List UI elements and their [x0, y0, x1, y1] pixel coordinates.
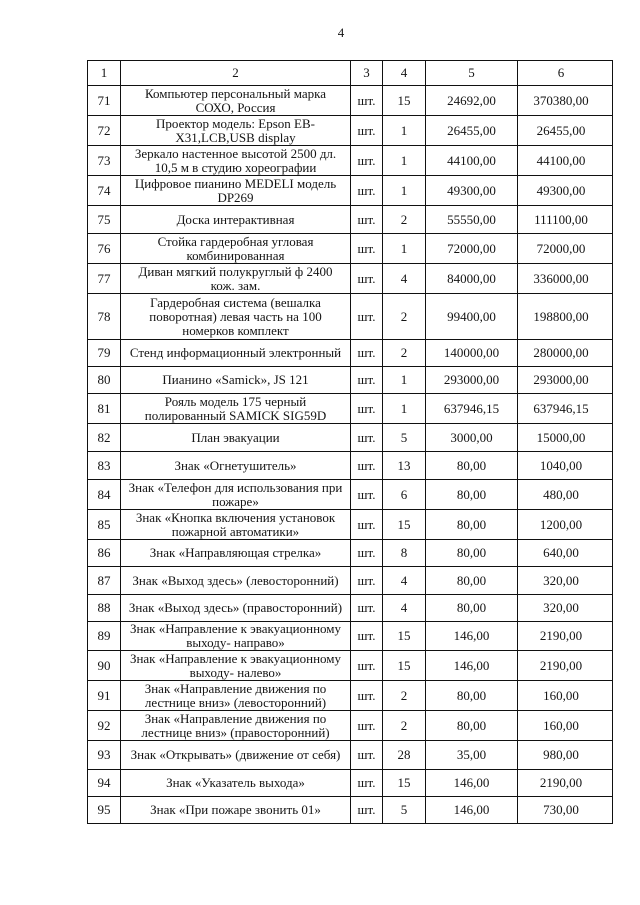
total-cell: 160,00: [518, 681, 613, 711]
total-cell: 72000,00: [518, 234, 613, 264]
unit-cell: шт.: [351, 394, 383, 424]
column-header-quantity: 4: [383, 61, 426, 86]
unit-cell: шт.: [351, 741, 383, 770]
items-table: [87, 60, 613, 824]
table-row: [88, 176, 613, 206]
unit-price-cell: 80,00: [426, 711, 518, 741]
item-description-cell: [121, 770, 351, 797]
quantity-cell: 1: [383, 394, 426, 424]
total-cell: 15000,00: [518, 424, 613, 452]
table-row: [88, 294, 613, 340]
item-description-line: Знак «Огнетушитель»: [174, 457, 297, 473]
row-number-cell: 74: [88, 176, 121, 206]
row-number-cell: 84: [88, 480, 121, 510]
unit-cell: шт.: [351, 206, 383, 234]
row-number-cell: 71: [88, 86, 121, 116]
table-row: [88, 234, 613, 264]
unit-price-cell: 49300,00: [426, 176, 518, 206]
item-description-cell: [121, 367, 351, 394]
unit-cell: шт.: [351, 567, 383, 595]
total-cell: 637946,15: [518, 394, 613, 424]
total-cell: 1040,00: [518, 452, 613, 480]
quantity-cell: 15: [383, 651, 426, 681]
table-row: [88, 206, 613, 234]
table-row: [88, 540, 613, 567]
item-description-line: выходу- налево»: [189, 664, 282, 680]
total-cell: 730,00: [518, 797, 613, 824]
item-description-cell: [121, 234, 351, 264]
item-description-cell: [121, 424, 351, 452]
unit-price-cell: 146,00: [426, 797, 518, 824]
total-cell: 280000,00: [518, 340, 613, 367]
table-row: [88, 681, 613, 711]
row-number-cell: 88: [88, 595, 121, 622]
unit-price-cell: 99400,00: [426, 294, 518, 340]
unit-price-cell: 293000,00: [426, 367, 518, 394]
unit-cell: шт.: [351, 452, 383, 480]
total-cell: 480,00: [518, 480, 613, 510]
item-description-cell: [121, 651, 351, 681]
unit-cell: шт.: [351, 234, 383, 264]
unit-cell: шт.: [351, 480, 383, 510]
total-cell: 640,00: [518, 540, 613, 567]
item-description-cell: [121, 741, 351, 770]
item-description-line: Знак «Направление движения по: [144, 710, 327, 726]
table-row: [88, 264, 613, 294]
item-description-line: Знак «Телефон для использования при: [128, 479, 343, 495]
unit-cell: шт.: [351, 540, 383, 567]
total-cell: 2190,00: [518, 651, 613, 681]
item-description-line: Знак «Направляющая стрелка»: [149, 545, 322, 560]
row-number-cell: 91: [88, 681, 121, 711]
item-description-cell: [121, 681, 351, 711]
unit-cell: шт.: [351, 510, 383, 540]
item-description-line: План эвакуации: [191, 429, 280, 445]
item-description-line: Цифровое пианино MEDELI модель: [134, 175, 337, 191]
quantity-cell: 2: [383, 681, 426, 711]
item-description-cell: [121, 622, 351, 651]
page-number: 4: [337, 25, 345, 40]
table-row: [88, 622, 613, 651]
unit-price-cell: 140000,00: [426, 340, 518, 367]
table-row: [88, 146, 613, 176]
item-description-line: Доска интерактивная: [176, 211, 295, 227]
quantity-cell: 2: [383, 294, 426, 340]
item-description-cell: [121, 86, 351, 116]
row-number-cell: 76: [88, 234, 121, 264]
row-number-cell: 83: [88, 452, 121, 480]
total-cell: 111100,00: [518, 206, 613, 234]
total-cell: 26455,00: [518, 116, 613, 146]
total-cell: 320,00: [518, 595, 613, 622]
quantity-cell: 4: [383, 567, 426, 595]
unit-cell: шт.: [351, 86, 383, 116]
row-number-cell: 89: [88, 622, 121, 651]
total-cell: 160,00: [518, 711, 613, 741]
row-number-cell: 87: [88, 567, 121, 595]
row-number-cell: 86: [88, 540, 121, 567]
table-row: [88, 567, 613, 595]
item-description-cell: [121, 567, 351, 595]
item-description-cell: [121, 206, 351, 234]
unit-price-cell: 3000,00: [426, 424, 518, 452]
unit-cell: шт.: [351, 367, 383, 394]
unit-price-cell: 35,00: [426, 741, 518, 770]
quantity-cell: 4: [383, 264, 426, 294]
item-description-cell: [121, 480, 351, 510]
total-cell: 336000,00: [518, 264, 613, 294]
item-description-line: Компьютер персональный марка: [144, 85, 327, 101]
table-row: [88, 394, 613, 424]
item-description-line: лестнице вниз» (правосторонний): [141, 724, 330, 740]
column-header-unit: 3: [351, 61, 383, 86]
quantity-cell: 28: [383, 741, 426, 770]
item-description-cell: [121, 797, 351, 824]
table-row: [88, 452, 613, 480]
unit-price-cell: 55550,00: [426, 206, 518, 234]
item-description-line: X31,LCB,USB display: [175, 129, 296, 145]
quantity-cell: 15: [383, 510, 426, 540]
total-cell: 293000,00: [518, 367, 613, 394]
unit-price-cell: 80,00: [426, 452, 518, 480]
unit-cell: шт.: [351, 711, 383, 741]
table-header-row: [88, 61, 613, 86]
quantity-cell: 15: [383, 770, 426, 797]
table-row: [88, 86, 613, 116]
total-cell: 44100,00: [518, 146, 613, 176]
quantity-cell: 15: [383, 86, 426, 116]
row-number-cell: 75: [88, 206, 121, 234]
item-description-cell: [121, 340, 351, 367]
item-description-line: пожарной автоматики»: [171, 523, 300, 539]
row-number-cell: 81: [88, 394, 121, 424]
row-number-cell: 90: [88, 651, 121, 681]
row-number-cell: 80: [88, 367, 121, 394]
table-row: [88, 651, 613, 681]
item-description-cell: [121, 540, 351, 567]
table-row: [88, 741, 613, 770]
row-number-cell: 94: [88, 770, 121, 797]
unit-price-cell: 80,00: [426, 510, 518, 540]
table-row: [88, 510, 613, 540]
quantity-cell: 6: [383, 480, 426, 510]
item-description-line: Гардеробная система (вешалка: [150, 294, 321, 310]
quantity-cell: 1: [383, 367, 426, 394]
unit-cell: шт.: [351, 264, 383, 294]
item-description-line: Знак «Кнопка включения установок: [135, 509, 336, 525]
quantity-cell: 13: [383, 452, 426, 480]
total-cell: 1200,00: [518, 510, 613, 540]
unit-cell: шт.: [351, 176, 383, 206]
unit-price-cell: 44100,00: [426, 146, 518, 176]
item-description-line: Стойка гардеробная угловая: [157, 233, 314, 249]
total-cell: 980,00: [518, 741, 613, 770]
unit-cell: шт.: [351, 681, 383, 711]
item-description-line: DP269: [217, 189, 254, 205]
quantity-cell: 5: [383, 797, 426, 824]
item-description-line: номерков комплект: [182, 322, 289, 338]
table-row: [88, 340, 613, 367]
unit-price-cell: 84000,00: [426, 264, 518, 294]
item-description-line: выходу- направо»: [186, 635, 285, 650]
table-row: [88, 367, 613, 394]
unit-price-cell: 80,00: [426, 567, 518, 595]
item-description-line: полированный SAMICK SIG59D: [144, 407, 327, 423]
item-description-cell: [121, 595, 351, 622]
total-cell: 320,00: [518, 567, 613, 595]
item-description-line: Знак «Выход здесь» (левосторонний): [132, 572, 339, 588]
unit-price-cell: 72000,00: [426, 234, 518, 264]
item-description-line: Зеркало настенное высотой 2500 дл.: [134, 145, 337, 161]
item-description-line: Пианино «Samick», JS 121: [162, 372, 309, 387]
item-description-line: Рояль модель 175 черный: [164, 393, 307, 409]
item-description-cell: [121, 176, 351, 206]
column-header-price: 5: [426, 61, 518, 86]
item-description-cell: [121, 510, 351, 540]
column-header-number: 1: [88, 61, 121, 86]
unit-cell: шт.: [351, 797, 383, 824]
unit-price-cell: 26455,00: [426, 116, 518, 146]
total-cell: 2190,00: [518, 770, 613, 797]
item-description-cell: [121, 711, 351, 741]
quantity-cell: 2: [383, 711, 426, 741]
item-description-cell: [121, 294, 351, 340]
column-header-description: 2: [121, 61, 351, 86]
quantity-cell: 1: [383, 176, 426, 206]
quantity-cell: 1: [383, 234, 426, 264]
table-body: [88, 86, 613, 824]
item-description-line: Знак «Открывать» (движение от себя): [130, 747, 341, 762]
item-description-cell: [121, 452, 351, 480]
item-description-line: поворотная) левая часть на 100: [149, 308, 322, 324]
item-description-line: пожаре»: [212, 493, 259, 509]
unit-cell: шт.: [351, 770, 383, 797]
total-cell: 49300,00: [518, 176, 613, 206]
unit-cell: шт.: [351, 146, 383, 176]
unit-price-cell: 637946,15: [426, 394, 518, 424]
unit-cell: шт.: [351, 595, 383, 622]
item-description-line: кож. зам.: [210, 277, 261, 293]
quantity-cell: 15: [383, 622, 426, 651]
unit-cell: шт.: [351, 622, 383, 651]
item-description-cell: [121, 264, 351, 294]
row-number-cell: 73: [88, 146, 121, 176]
unit-price-cell: 80,00: [426, 480, 518, 510]
table-row: [88, 797, 613, 824]
item-description-cell: [121, 146, 351, 176]
table-row: [88, 595, 613, 622]
unit-price-cell: 146,00: [426, 651, 518, 681]
table-row: [88, 711, 613, 741]
row-number-cell: 95: [88, 797, 121, 824]
unit-cell: шт.: [351, 424, 383, 452]
unit-cell: шт.: [351, 651, 383, 681]
unit-price-cell: 80,00: [426, 595, 518, 622]
total-cell: 370380,00: [518, 86, 613, 116]
item-description-line: комбинированная: [186, 247, 285, 263]
item-description-line: 10,5 м в студию хореографии: [154, 159, 317, 175]
item-description-line: Знак «Направление к эвакуационному: [129, 650, 342, 666]
table-row: [88, 480, 613, 510]
unit-cell: шт.: [351, 116, 383, 146]
item-description-line: СОХО, Россия: [195, 99, 276, 115]
quantity-cell: 2: [383, 340, 426, 367]
quantity-cell: 2: [383, 206, 426, 234]
unit-cell: шт.: [351, 294, 383, 340]
quantity-cell: 1: [383, 146, 426, 176]
item-description-line: Знак «Направление движения по: [144, 680, 327, 696]
unit-price-cell: 24692,00: [426, 86, 518, 116]
total-cell: 198800,00: [518, 294, 613, 340]
item-description-line: Знак «Указатель выхода»: [166, 775, 305, 790]
row-number-cell: 78: [88, 294, 121, 340]
row-number-cell: 77: [88, 264, 121, 294]
item-description-cell: [121, 116, 351, 146]
row-number-cell: 82: [88, 424, 121, 452]
table-row: [88, 424, 613, 452]
item-description-line: Знак «При пожаре звонить 01»: [150, 802, 321, 817]
unit-price-cell: 146,00: [426, 770, 518, 797]
unit-price-cell: 80,00: [426, 540, 518, 567]
row-number-cell: 85: [88, 510, 121, 540]
row-number-cell: 93: [88, 741, 121, 770]
row-number-cell: 72: [88, 116, 121, 146]
total-cell: 2190,00: [518, 622, 613, 651]
table-row: [88, 770, 613, 797]
item-description-line: Стенд информационный электронный: [129, 345, 342, 360]
quantity-cell: 4: [383, 595, 426, 622]
item-description-line: Проектор модель: Epson EB-: [156, 115, 315, 131]
quantity-cell: 8: [383, 540, 426, 567]
unit-price-cell: 146,00: [426, 622, 518, 651]
quantity-cell: 1: [383, 116, 426, 146]
unit-cell: шт.: [351, 340, 383, 367]
item-description-line: Знак «Выход здесь» (правосторонний): [128, 600, 343, 615]
table-row: [88, 116, 613, 146]
row-number-cell: 79: [88, 340, 121, 367]
column-header-total: 6: [518, 61, 613, 86]
item-description-cell: [121, 394, 351, 424]
item-description-line: Знак «Направление к эвакуационному: [129, 621, 342, 636]
item-description-line: лестнице вниз» (левосторонний): [144, 694, 327, 710]
quantity-cell: 5: [383, 424, 426, 452]
item-description-line: Диван мягкий полукруглый ф 2400: [138, 263, 333, 279]
row-number-cell: 92: [88, 711, 121, 741]
unit-price-cell: 80,00: [426, 681, 518, 711]
